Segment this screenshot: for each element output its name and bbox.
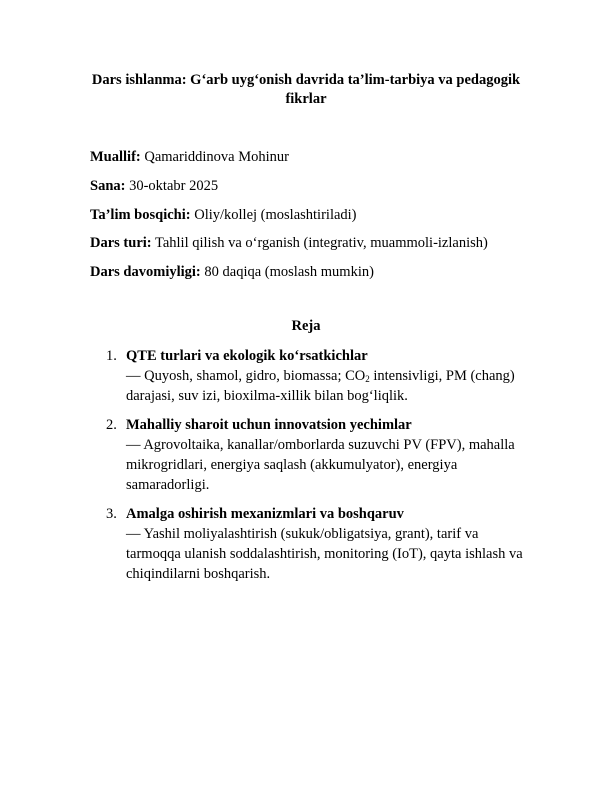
plan-item-desc-part: intensivligi, PM (chang) darajasi, suv izi, bioxilma-xillik bilan bog‘liqlik. xyxy=(126,368,515,404)
plan-item-description xyxy=(126,366,526,406)
co2-subscript: 2 xyxy=(365,374,370,384)
plan-item-title: QTE turlari va ekologik ko‘rsatkichlar xyxy=(126,348,368,364)
plan-item xyxy=(106,346,526,406)
plan-item-number: 2. xyxy=(106,417,117,433)
meta-level xyxy=(90,207,357,224)
meta-level-label: Ta’lim bosqichi: xyxy=(90,207,191,223)
plan-item-number: 3. xyxy=(106,506,117,522)
meta-date-label: Sana: xyxy=(90,178,126,194)
meta-author xyxy=(90,149,289,166)
plan-item-number: 1. xyxy=(106,348,117,364)
meta-author-label: Muallif: xyxy=(90,149,141,165)
plan-list xyxy=(106,346,526,593)
plan-item-description: — Agrovoltaika, kanallar/omborlarda suzuvchi PV (FPV), mahalla mikrogridlari, energiya saqlash (akkumulyator), energiya samaradorligi. xyxy=(126,437,515,493)
meta-duration-label: Dars davomiyligi: xyxy=(90,264,201,280)
meta-duration-value: 80 daqiqa (moslash mumkin) xyxy=(204,264,374,280)
meta-date xyxy=(90,178,218,195)
plan-item-desc-part: — Quyosh, shamol, gidro, biomassa; CO xyxy=(126,368,366,384)
meta-type-value: Tahlil qilish va o‘rganish (integrativ, muammoli-izlanish) xyxy=(155,235,488,251)
meta-type xyxy=(90,235,488,252)
plan-item-description: — Yashil moliyalashtirish (sukuk/obligatsiya, grant), tarif va tarmoqqa ulanish soddalashtirish, monitoring (IoT), qayta ishlash va chiqindilarni boshqarish. xyxy=(126,526,523,582)
meta-duration xyxy=(90,264,374,281)
meta-type-label: Dars turi: xyxy=(90,235,152,251)
plan-item xyxy=(106,504,526,584)
plan-heading: Reja xyxy=(291,318,321,334)
meta-date-value: 30-oktabr 2025 xyxy=(129,178,219,194)
document-title: Dars ishlanma: G‘arb uyg‘onish davrida ta’lim-tarbiya va pedagogik fikrlar xyxy=(91,72,521,107)
plan-item xyxy=(106,415,526,495)
plan-item-title: Mahalliy sharoit uchun innovatsion yechimlar xyxy=(126,417,412,433)
meta-author-value: Qamariddinova Mohinur xyxy=(144,149,289,165)
plan-item-title: Amalga oshirish mexanizmlari va boshqaruv xyxy=(126,506,404,522)
meta-level-value: Oliy/kollej (moslashtiriladi) xyxy=(194,207,357,223)
